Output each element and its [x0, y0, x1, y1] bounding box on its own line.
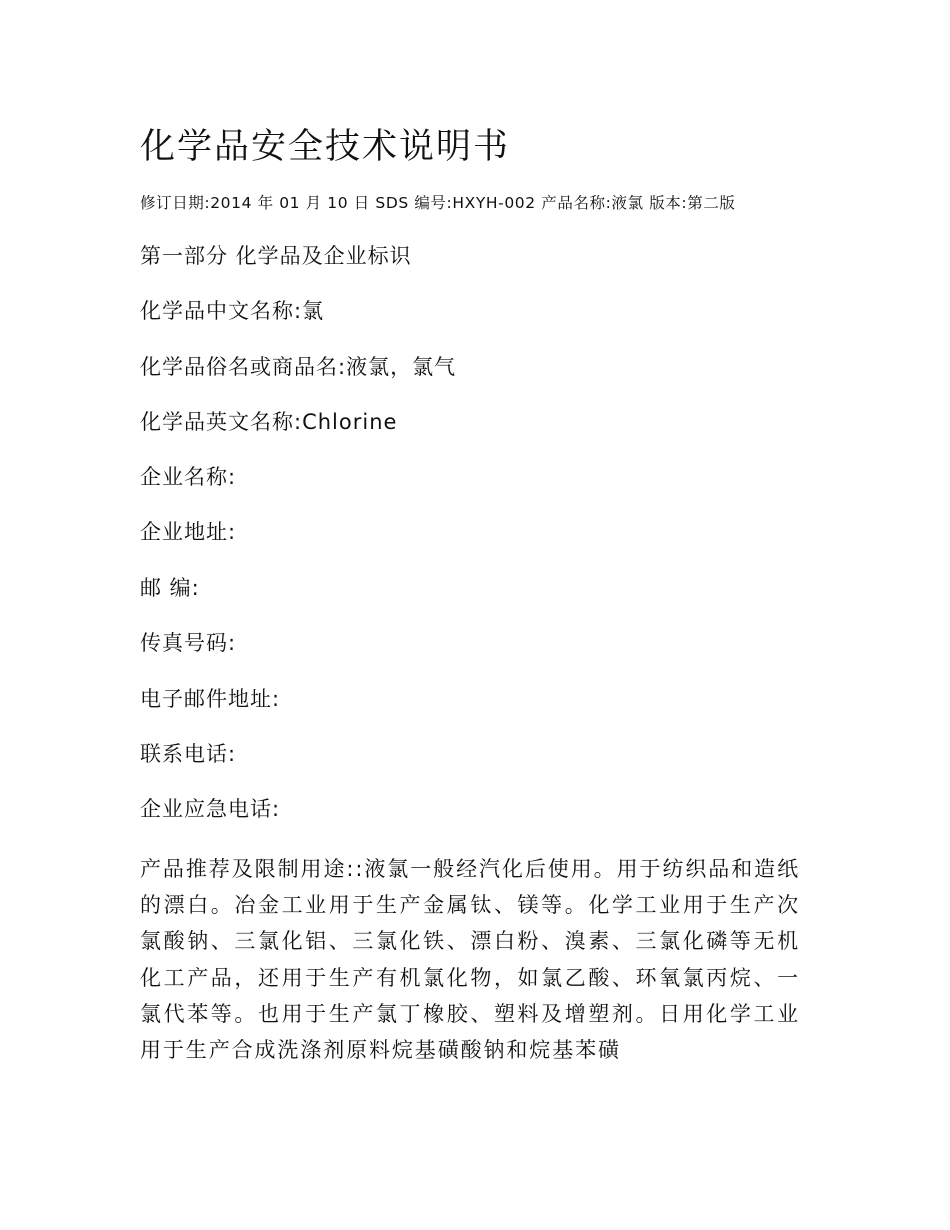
document-title: 化学品安全技术说明书 [140, 127, 511, 167]
field-contact-phone: 联系电话: [140, 742, 237, 766]
field-company-address: 企业地址: [140, 520, 237, 544]
field-postal-code: 邮 编: [140, 576, 200, 600]
section-heading: 第一部分 化学品及企业标识 [140, 244, 412, 268]
field-company-name: 企业名称: [140, 465, 237, 489]
field-email-address: 电子邮件地址: [140, 687, 281, 711]
field-english-name: 化学品英文名称:Chlorine [140, 410, 398, 434]
field-common-name: 化学品俗名或商品名:液氯，氯气 [140, 355, 457, 379]
field-fax-number: 传真号码: [140, 631, 237, 655]
document-page [140, 0, 800, 1230]
revision-meta-line: 修订日期:2014 年 01 月 10 日 SDS 编号:HXYH-002 产品名称:液氯 版本:第二版 [140, 194, 736, 212]
usage-paragraph: 产品推荐及限制用途::液氯一般经汽化后使用。用于纺织品和造纸的漂白。冶金工业用于生产金属钛、镁等。化学工业用于生产次氯酸钠、三氯化铝、三氯化铁、漂白粉、溴素、三氯化磷等无机化工产品，还用于生产有机氯化物，如氯乙酸、环氧氯丙烷、一氯代苯等。也用于生产氯丁橡胶、塑料及增塑剂。日用化学工业用于生产合成洗涤剂原料烷基磺酸钠和烷基苯磺 [140, 857, 800, 1063]
field-chinese-name: 化学品中文名称:氯 [140, 299, 325, 323]
field-emergency-phone: 企业应急电话: [140, 797, 281, 821]
